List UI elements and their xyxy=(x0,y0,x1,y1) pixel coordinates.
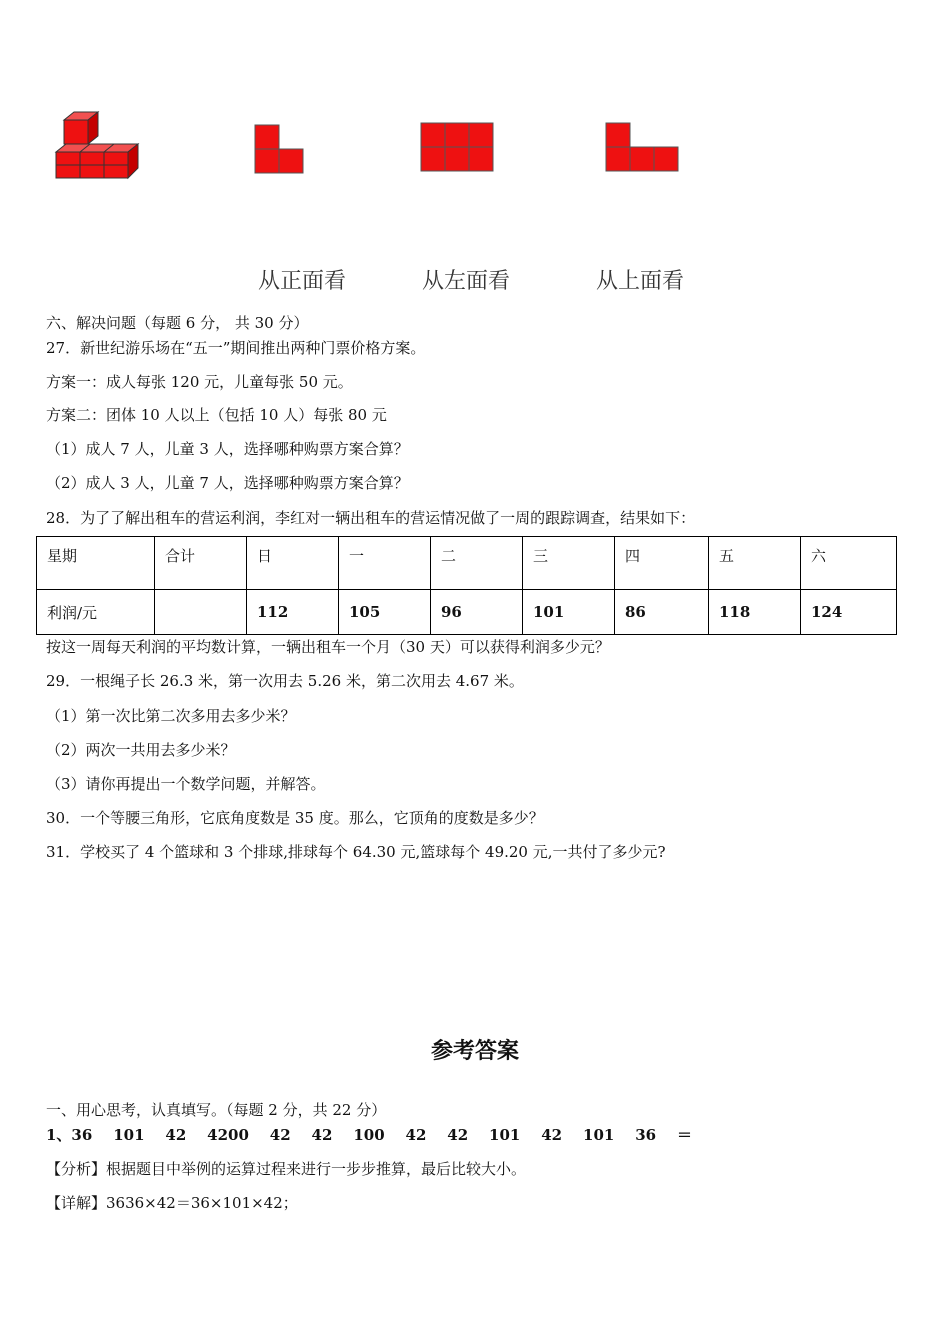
q29-sub2: （2）两次一共用去多少米？ xyxy=(46,741,236,759)
left-view-figure xyxy=(420,122,496,174)
front-view-label: 从正面看 xyxy=(258,269,347,294)
table-cell: 一 xyxy=(339,537,431,590)
table-cell: 105 xyxy=(339,590,431,635)
q28-question: 按这一周每天利润的平均数计算，一辆出租车一个月（30 天）可以获得利润多少元？ xyxy=(46,638,610,656)
table-cell: 二 xyxy=(431,537,523,590)
table-cell xyxy=(155,590,247,635)
q27-plan2: 方案二：团体 10 人以上（包括 10 人）每张 80 元 xyxy=(46,406,387,424)
section6-heading: 六、解决问题（每题 6 分， 共 30 分） xyxy=(46,314,309,332)
table-cell: 利润/元 xyxy=(37,590,155,635)
table-cell: 星期 xyxy=(37,537,155,590)
table-cell: 合计 xyxy=(155,537,247,590)
q29-sub1: （1）第一次比第二次多用去多少米？ xyxy=(46,707,296,725)
front-view-figure xyxy=(254,124,306,176)
q29-stem: 29．一根绳子长 26.3 米，第一次用去 5.26 米，第二次用去 4.67 米。 xyxy=(46,672,524,690)
table-cell: 五 xyxy=(709,537,801,590)
table-cell: 四 xyxy=(615,537,709,590)
profit-table xyxy=(36,536,897,635)
table-cell: 118 xyxy=(709,590,801,635)
q29-sub3: （3）请你再提出一个数学问题，并解答。 xyxy=(46,775,326,793)
q27-stem: 27．新世纪游乐场在“五一”期间推出两种门票价格方案。 xyxy=(46,339,426,357)
q27-sub2: （2）成人 3 人，儿童 7 人，选择哪种购票方案合算？ xyxy=(46,474,409,492)
answer-section1-heading: 一、用心思考，认真填写。（每题 2 分，共 22 分） xyxy=(46,1101,387,1119)
table-cell: 86 xyxy=(615,590,709,635)
answer-detail: 【详解】3636×42＝36×101×42； xyxy=(46,1194,298,1212)
q28-stem: 28．为了了解出租车的营运利润，李红对一辆出租车的营运情况做了一周的跟踪调查，结果如下： xyxy=(46,509,696,527)
table-cell: 124 xyxy=(801,590,897,635)
table-cell: 112 xyxy=(247,590,339,635)
table-cell: 三 xyxy=(523,537,615,590)
q27-sub1: （1）成人 7 人，儿童 3 人，选择哪种购票方案合算？ xyxy=(46,440,409,458)
table-cell: 六 xyxy=(801,537,897,590)
top-view-figure xyxy=(605,122,681,174)
cube-stack-figure xyxy=(52,108,152,186)
left-view-label: 从左面看 xyxy=(422,269,511,294)
table-cell: 101 xyxy=(523,590,615,635)
top-view-label: 从上面看 xyxy=(596,269,685,294)
answer-title: 参考答案 xyxy=(430,1038,519,1064)
answer-1: 1、36 101 42 4200 42 42 100 42 42 101 42 101 36 ＝ xyxy=(46,1126,692,1144)
q30: 30．一个等腰三角形，它底角度数是 35 度。那么，它顶角的度数是多少？ xyxy=(46,809,544,827)
q27-plan1: 方案一：成人每张 120 元，儿童每张 50 元。 xyxy=(46,373,353,391)
q31: 31．学校买了 4 个篮球和 3 个排球,排球每个 64.30 元,篮球每个 49.20 元,一共付了多少元? xyxy=(46,843,666,861)
table-cell: 日 xyxy=(247,537,339,590)
table-row xyxy=(37,590,897,635)
answer-analysis: 【分析】根据题目中举例的运算过程来进行一步步推算，最后比较大小。 xyxy=(46,1160,527,1178)
table-header-row xyxy=(37,537,897,590)
table-cell: 96 xyxy=(431,590,523,635)
